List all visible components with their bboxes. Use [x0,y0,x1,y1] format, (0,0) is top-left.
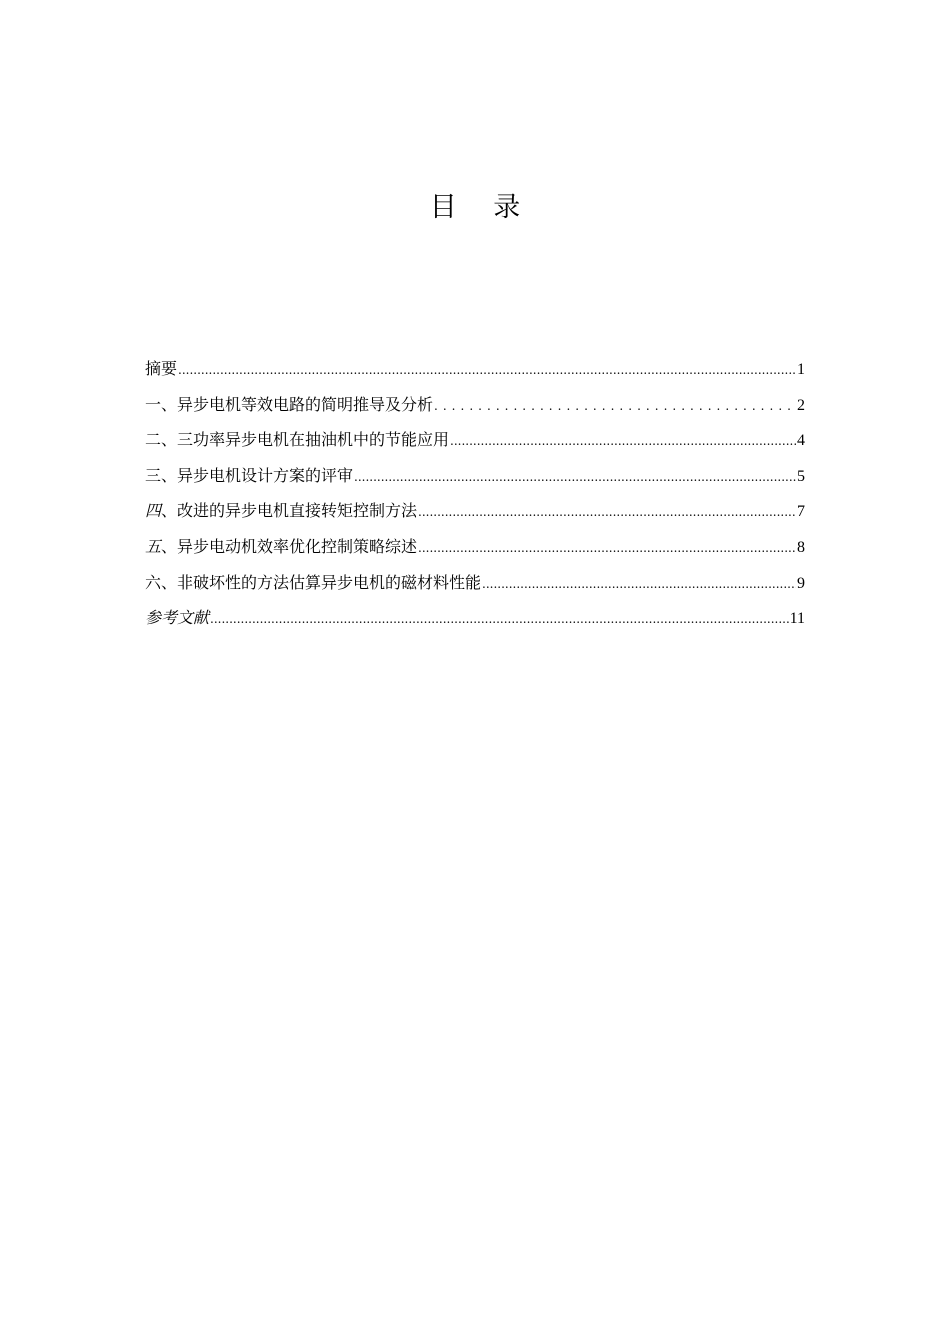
toc-entry-text: 、异步电动机效率优化控制策略综述 [161,536,418,556]
toc-page-number: 8 [797,538,805,556]
toc-entry-section-5[interactable] [145,533,805,569]
toc-page-number: 9 [797,574,805,592]
toc-entry-number: 四 [145,501,162,521]
toc-entry-label: 三、异步电机设计方案的评审 [145,465,354,485]
toc-dot-leader [450,427,796,455]
toc-page-number: 5 [797,467,805,485]
toc-entry-label: 参考文献 [145,608,210,628]
toc-dot-leader [210,605,789,633]
toc-dot-leader [418,534,796,562]
toc-entry-section-4[interactable] [145,497,805,533]
toc-entry-label: 六、非破坏性的方法估算异步电机的磁材料性能 [145,572,482,592]
toc-page-number: 7 [797,503,805,521]
toc-dot-leader [178,356,796,384]
toc-entry-text: 、改进的异步电机直接转矩控制方法 [161,501,418,521]
toc-entry-label [145,533,417,561]
toc-entry-number: 五 [145,536,162,556]
toc-page-number: 2 [797,396,805,414]
toc-entry-label: 一、异步电机等效电路的简明推导及分析 [145,394,434,414]
toc-entry-label: 摘要 [145,359,178,378]
toc-dot-leader [434,392,796,420]
toc-page-number: 11 [789,610,805,628]
toc-list [145,355,805,640]
toc-entry-section-1[interactable] [145,391,805,427]
toc-page-number: 4 [797,432,805,450]
toc-entry-section-2[interactable] [145,426,805,462]
toc-dot-leader [354,463,796,491]
toc-title: 目 录 [429,192,535,223]
toc-entry-section-6[interactable] [145,569,805,605]
toc-entry-label: 二、三功率异步电机在抽油机中的节能应用 [145,430,450,450]
toc-entry-references[interactable] [145,604,805,640]
toc-dot-leader [418,498,796,526]
toc-dot-leader [482,570,796,598]
toc-entry-abstract[interactable] [145,355,805,391]
toc-entry-label [145,497,417,525]
toc-page-number: 1 [797,361,805,378]
toc-entry-section-3[interactable] [145,462,805,498]
